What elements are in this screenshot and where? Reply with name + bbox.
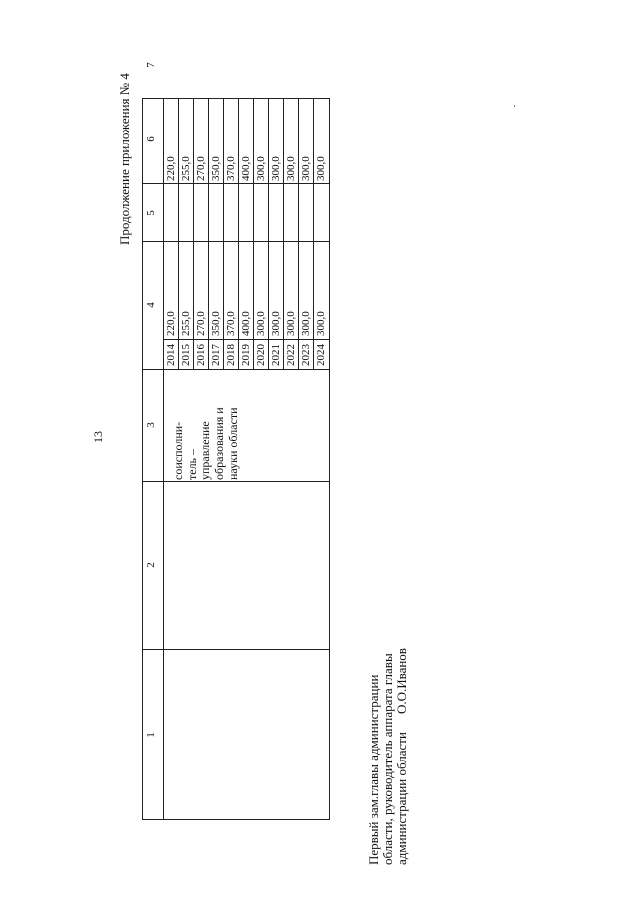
year-cell: 2016 bbox=[195, 344, 207, 366]
executor-line: тель – bbox=[184, 448, 199, 480]
value-cell: 255,0 bbox=[180, 311, 192, 336]
year-cell: 2017 bbox=[210, 344, 222, 366]
year-cell: 2015 bbox=[180, 344, 192, 366]
value-cell: 300,0 bbox=[270, 156, 282, 181]
executor-line: соисполни- bbox=[171, 421, 185, 480]
header-cell: 4 bbox=[145, 302, 157, 308]
signature-line: области, руководитель аппарата главы bbox=[380, 653, 395, 865]
header-cell: 5 bbox=[145, 210, 157, 216]
year-cell: 2020 bbox=[255, 344, 267, 366]
table-rule-left bbox=[142, 819, 330, 820]
value-cell: 350,0 bbox=[210, 311, 222, 336]
value-cell: 300,0 bbox=[285, 311, 297, 336]
header-cell: 6 bbox=[145, 136, 157, 142]
value-cell: 300,0 bbox=[270, 311, 282, 336]
table-row-rule bbox=[193, 98, 194, 370]
header-cell: 3 bbox=[145, 422, 157, 428]
signer-name: О.О.Иванов bbox=[394, 648, 409, 715]
table-row-rule bbox=[208, 98, 209, 370]
table-rule-col bbox=[142, 183, 330, 184]
value-cell: 300,0 bbox=[255, 156, 267, 181]
year-cell: 2018 bbox=[225, 344, 237, 366]
table-row-rule bbox=[178, 98, 179, 370]
table-rule-right bbox=[142, 98, 330, 99]
data-table bbox=[142, 62, 330, 820]
year-cell: 2024 bbox=[315, 344, 327, 366]
executor-line: управление bbox=[198, 421, 213, 480]
year-cell: 2014 bbox=[165, 344, 177, 366]
value-cell: 300,0 bbox=[255, 311, 267, 336]
table-row-rule bbox=[268, 98, 269, 370]
scan-speck bbox=[514, 105, 515, 107]
value-cell: 400,0 bbox=[240, 156, 252, 181]
executor-line: образования и bbox=[212, 407, 227, 480]
value-cell: 270,0 bbox=[195, 156, 207, 181]
value-cell: 300,0 bbox=[300, 311, 312, 336]
table-rule-header bbox=[163, 98, 164, 820]
year-cell: 2023 bbox=[300, 344, 312, 366]
value-cell: 220,0 bbox=[165, 311, 177, 336]
value-cell: 300,0 bbox=[285, 156, 297, 181]
header-cell: 2 bbox=[145, 562, 157, 568]
table-row-rule bbox=[238, 98, 239, 370]
table-rule-col bbox=[142, 481, 330, 482]
executor-cell bbox=[172, 407, 241, 480]
value-cell: 220,0 bbox=[165, 156, 177, 181]
table-row-rule bbox=[298, 98, 299, 370]
table-rule-top bbox=[142, 98, 143, 820]
page-number: 13 bbox=[91, 431, 105, 443]
value-cell: 300,0 bbox=[315, 311, 327, 336]
year-cell: 2021 bbox=[270, 344, 282, 366]
table-row-rule bbox=[283, 98, 284, 370]
table-rule-col bbox=[142, 369, 330, 370]
table-row-rule bbox=[313, 98, 314, 370]
table-row-rule bbox=[223, 98, 224, 370]
executor-line: науки области bbox=[225, 407, 240, 480]
value-cell: 370,0 bbox=[225, 156, 237, 181]
signature-line bbox=[395, 648, 409, 865]
value-cell: 300,0 bbox=[315, 156, 327, 181]
table-rule-bottom bbox=[329, 98, 330, 820]
table-rule-col bbox=[142, 241, 330, 242]
value-cell: 350,0 bbox=[210, 156, 222, 181]
value-cell: 370,0 bbox=[225, 311, 237, 336]
table-row-rule bbox=[253, 98, 254, 370]
table-rule-col bbox=[142, 649, 330, 650]
signature-position: администрации области bbox=[394, 732, 409, 865]
header-cell: 7 bbox=[145, 62, 157, 68]
header-cell: 1 bbox=[145, 732, 157, 738]
value-cell: 400,0 bbox=[240, 311, 252, 336]
value-cell: 270,0 bbox=[195, 311, 207, 336]
signature-line: Первый зам.главы администрации bbox=[366, 674, 381, 865]
value-cell: 255,0 bbox=[180, 156, 192, 181]
value-cell: 300,0 bbox=[300, 156, 312, 181]
continuation-title: Продолжение приложения № 4 bbox=[117, 73, 132, 245]
signature-block bbox=[367, 648, 409, 865]
table-rule-sub bbox=[163, 339, 330, 340]
year-cell: 2022 bbox=[285, 344, 297, 366]
year-cell: 2019 bbox=[240, 344, 252, 366]
